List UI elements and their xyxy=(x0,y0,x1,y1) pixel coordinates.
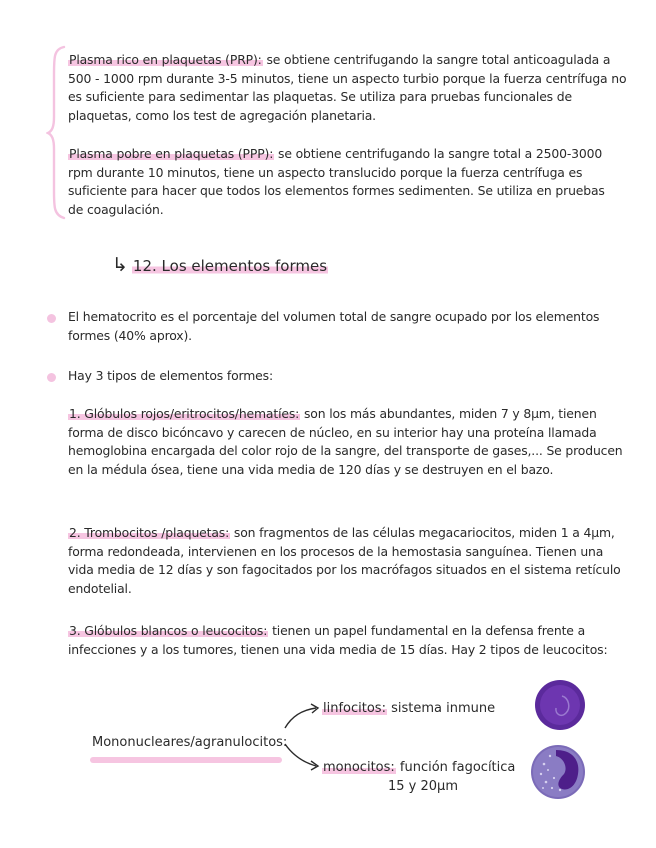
prp-paragraph xyxy=(68,51,636,125)
curly-brace-icon xyxy=(46,45,68,220)
section-title: 12. Los elementos formes xyxy=(132,257,328,275)
monocyte-cell-icon xyxy=(530,744,586,800)
leucocitos-text: tienen un papel fundamental en la defensa frente a infecciones y a los tumores, tienen una vida media de 15 días. Hay 2 tipos de leucocitos: xyxy=(68,623,608,657)
hematocrito-paragraph: El hematocrito es el porcentaje del volumen total de sangre ocupado por los elementos formes (40% aprox). xyxy=(68,309,600,343)
types-intro: Hay 3 tipos de elementos formes: xyxy=(68,368,273,383)
linfocitos-text: sistema inmune xyxy=(386,701,496,716)
prp-term: Plasma rico en plaquetas (PRP): xyxy=(69,52,262,67)
diagram-root-label: Mononucleares/agranulocitos: xyxy=(92,735,288,750)
leucocitos-term: 3. Glóbulos blancos o leucocitos: xyxy=(69,623,268,638)
monocitos-term: monocitos: xyxy=(323,760,395,775)
diagram-root-underline xyxy=(90,757,282,763)
bullet-dot xyxy=(47,314,56,323)
lymphocyte-cell-icon xyxy=(533,678,587,732)
prp-text: se obtiene centrifugando la sangre total anticoagulada a 500 - 1000 rpm durante 3-5 minutos, tiene un aspecto turbio porque la fuerza centrífuga no es suficiente para sedimentar las plaquetas. Se utiliza para pruebas funcionales de plaquetas, como los test de agregación planetaria. xyxy=(68,52,627,123)
linfocitos-label xyxy=(322,700,495,718)
linfocitos-term: linfocitos: xyxy=(323,701,386,716)
eritrocitos-term: 1. Glóbulos rojos/eritrocitos/hematíes: xyxy=(69,406,300,421)
monocitos-text: función fagocítica xyxy=(395,760,516,775)
ppp-paragraph xyxy=(68,145,620,219)
eritrocitos-paragraph xyxy=(68,405,628,479)
plaquetas-text: son fragmentos de las células megacariocitos, miden 1 a 4µm, forma redondeada, intervienen en los procesos de la hemostasia sanguínea. Tienen una vida media de 12 días y son fagocitados por los macrófagos situados en el sistema retículo endotelial. xyxy=(68,525,621,596)
section-arrow-icon: ↳ xyxy=(112,254,128,276)
section-heading xyxy=(112,255,328,276)
monocitos-label xyxy=(322,759,515,777)
plaquetas-paragraph xyxy=(68,524,628,598)
bullet-dot xyxy=(47,373,56,382)
monocitos-size: 15 y 20µm xyxy=(388,779,458,794)
leucocitos-paragraph xyxy=(68,622,628,659)
ppp-term: Plasma pobre en plaquetas (PPP): xyxy=(69,146,274,161)
eritrocitos-text: son los más abundantes, miden 7 y 8µm, tienen forma de disco bicóncavo y carecen de núcleo, en su interior hay una proteína llamada hemoglobina encargada del color rojo de la sangre, del transporte de gases,... Se producen en la médula ósea, tiene una vida media de 120 días y se destruyen en el bazo. xyxy=(68,406,623,477)
plaquetas-term: 2. Trombocitos /plaquetas: xyxy=(69,525,230,540)
ppp-text: se obtiene centrifugando la sangre total a 2500-3000 rpm durante 10 minutos, tiene un aspecto translucido porque la fuerza centrífuga es suficiente para hacer que todos los elementos formes sedimenten. Se utiliza en pruebas de coagulación. xyxy=(68,146,605,217)
